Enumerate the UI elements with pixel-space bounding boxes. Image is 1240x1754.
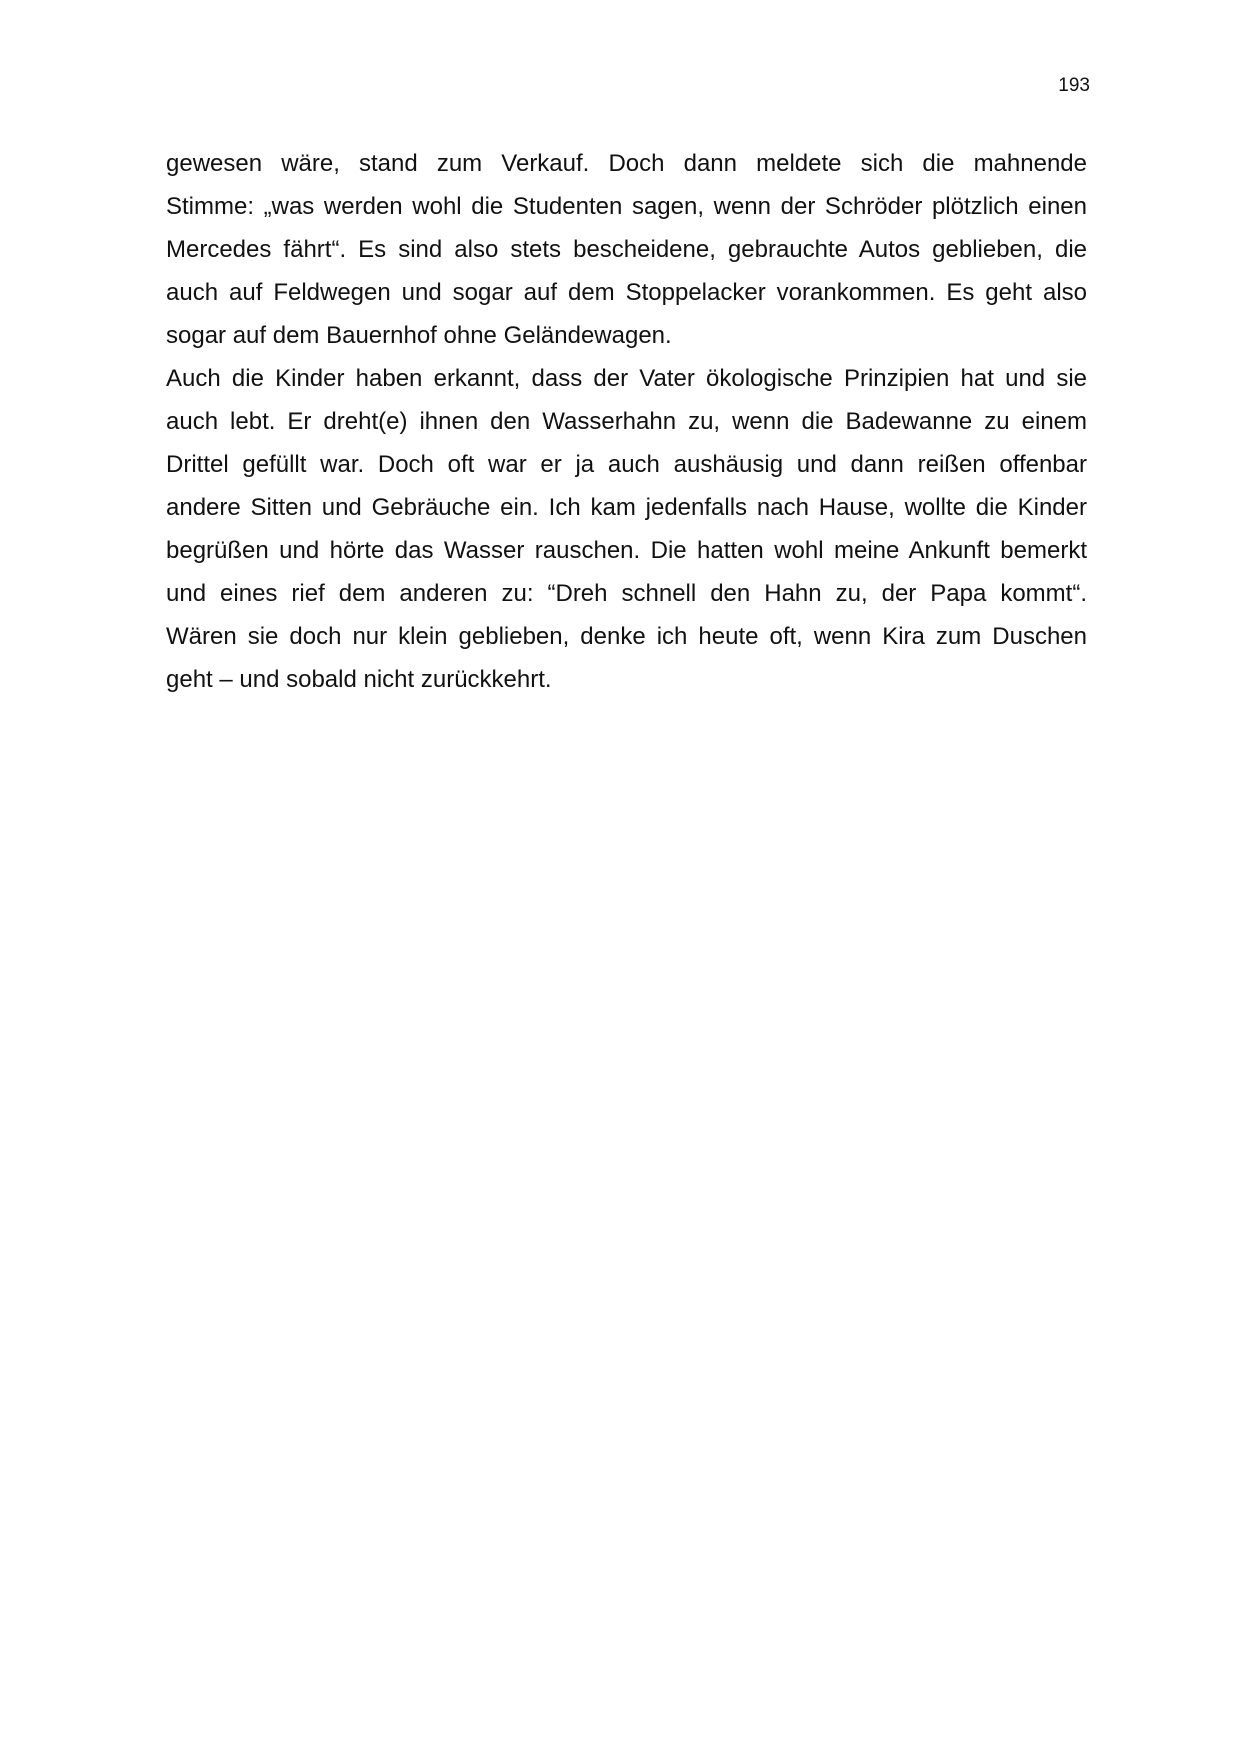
text-line: Stimme: „was werden wohl die Studenten sagen, wenn der Schröder plötzlich einen <box>166 193 1087 220</box>
page-number: 193 <box>1058 75 1090 96</box>
text-line: gewesen wäre, stand zum Verkauf. Doch dann meldete sich die mahnende <box>166 150 1087 177</box>
text-line: Drittel gefüllt war. Doch oft war er ja auch aushäusig und dann reißen offenbar <box>166 451 1087 478</box>
paragraph-1 <box>166 142 1087 357</box>
text-line: auch auf Feldwegen und sogar auf dem Stoppelacker vorankommen. Es geht also <box>166 279 1087 306</box>
text-line: begrüßen und hörte das Wasser rauschen. Die hatten wohl meine Ankunft bemerkt <box>166 537 1087 564</box>
text-line: und eines rief dem anderen zu: “Dreh schnell den Hahn zu, der Papa kommt“. <box>166 580 1087 607</box>
paragraph-2 <box>166 357 1087 701</box>
text-line: sogar auf dem Bauernhof ohne Geländewagen. <box>166 322 672 349</box>
text-line: geht – und sobald nicht zurückkehrt. <box>166 666 552 693</box>
text-line: Wären sie doch nur klein geblieben, denke ich heute oft, wenn Kira zum Duschen <box>166 623 1087 650</box>
text-line: andere Sitten und Gebräuche ein. Ich kam jedenfalls nach Hause, wollte die Kinder <box>166 494 1087 521</box>
body-text <box>166 142 1087 701</box>
text-line: Mercedes fährt“. Es sind also stets bescheidene, gebrauchte Autos geblieben, die <box>166 236 1087 263</box>
text-line: Auch die Kinder haben erkannt, dass der Vater ökologische Prinzipien hat und sie <box>166 365 1087 392</box>
text-line: auch lebt. Er dreht(e) ihnen den Wasserhahn zu, wenn die Badewanne zu einem <box>166 408 1087 435</box>
